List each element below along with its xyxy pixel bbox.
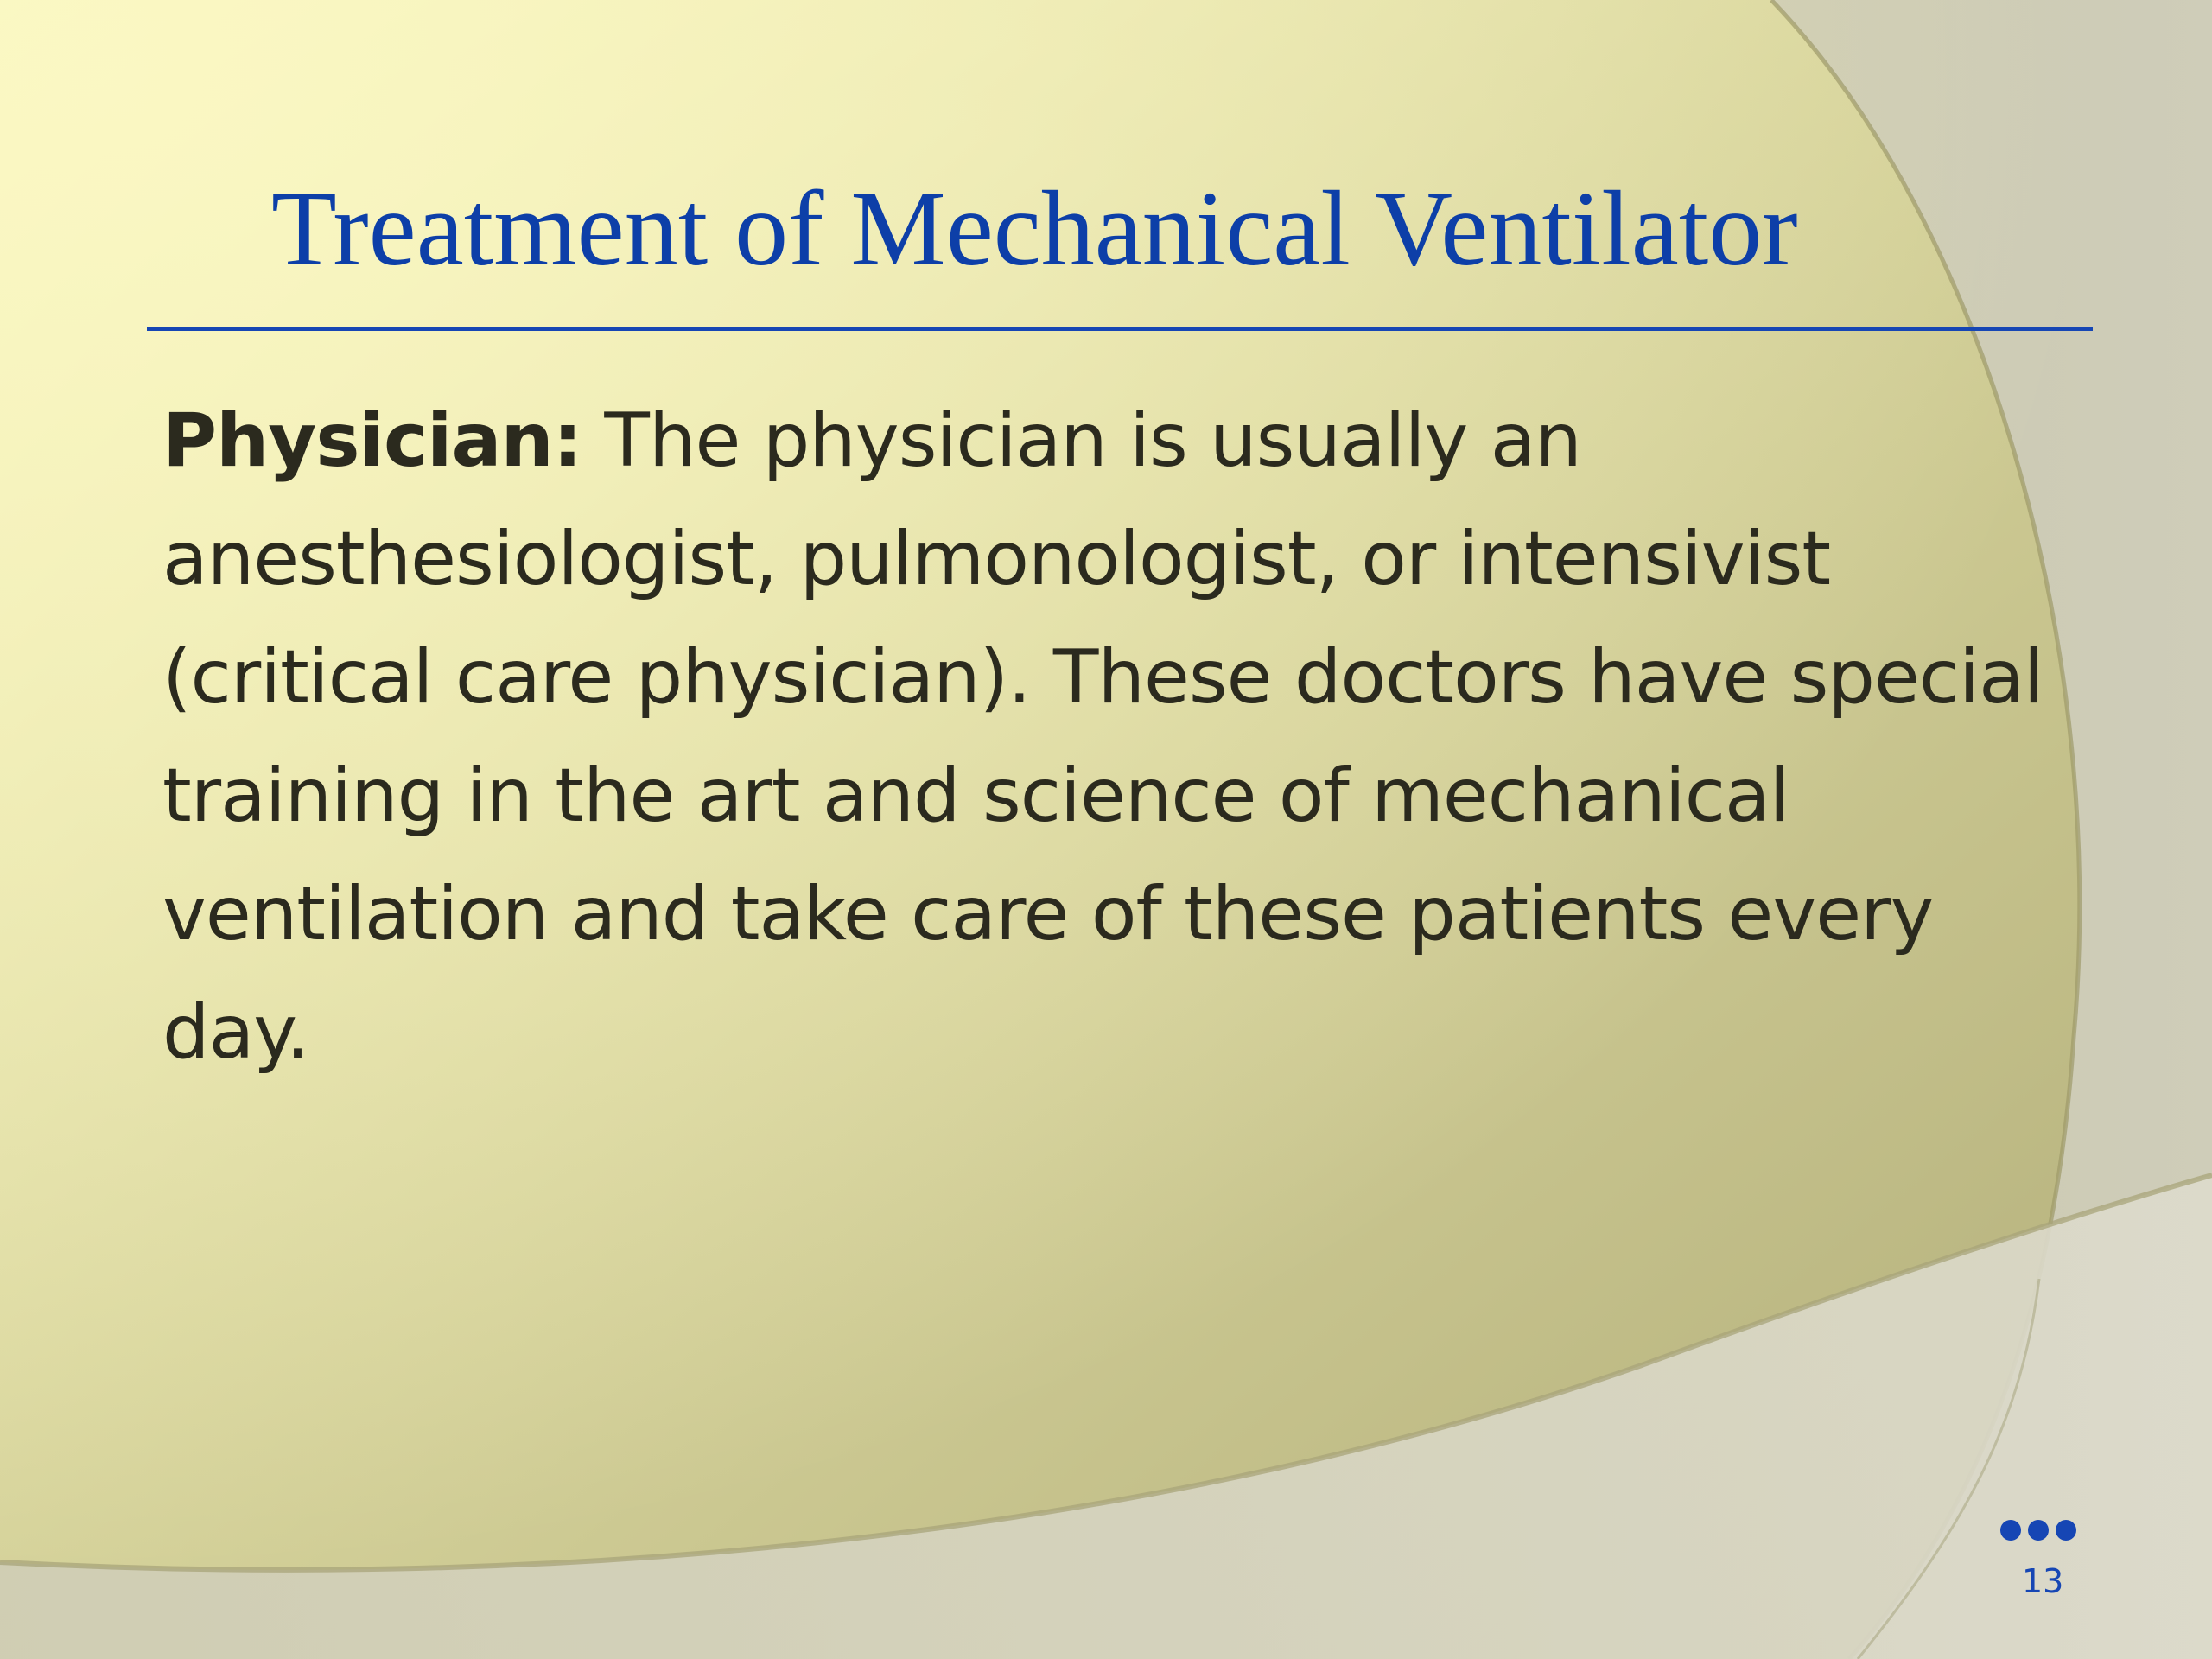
dot xyxy=(2028,1520,2049,1541)
body-paragraph: The physician is usually an anesthesiologist, pulmonologist, or intensivist (critical care physician). These doctors have special training in the art and science of mechanical ventilation and take care of these patients every day. xyxy=(162,397,2044,1076)
dot xyxy=(2000,1520,2021,1541)
title-underline-bar xyxy=(147,327,2093,331)
title-underline xyxy=(147,327,2093,331)
slide-body xyxy=(162,382,2089,1092)
body-lead-label: Physician: xyxy=(162,397,582,484)
dot xyxy=(2056,1520,2076,1541)
slide-title: Treatment of Mechanical Ventilator xyxy=(271,169,1798,288)
ellipsis-dots-icon[interactable] xyxy=(1999,1519,2077,1541)
slide-number: 13 xyxy=(2022,1562,2064,1600)
